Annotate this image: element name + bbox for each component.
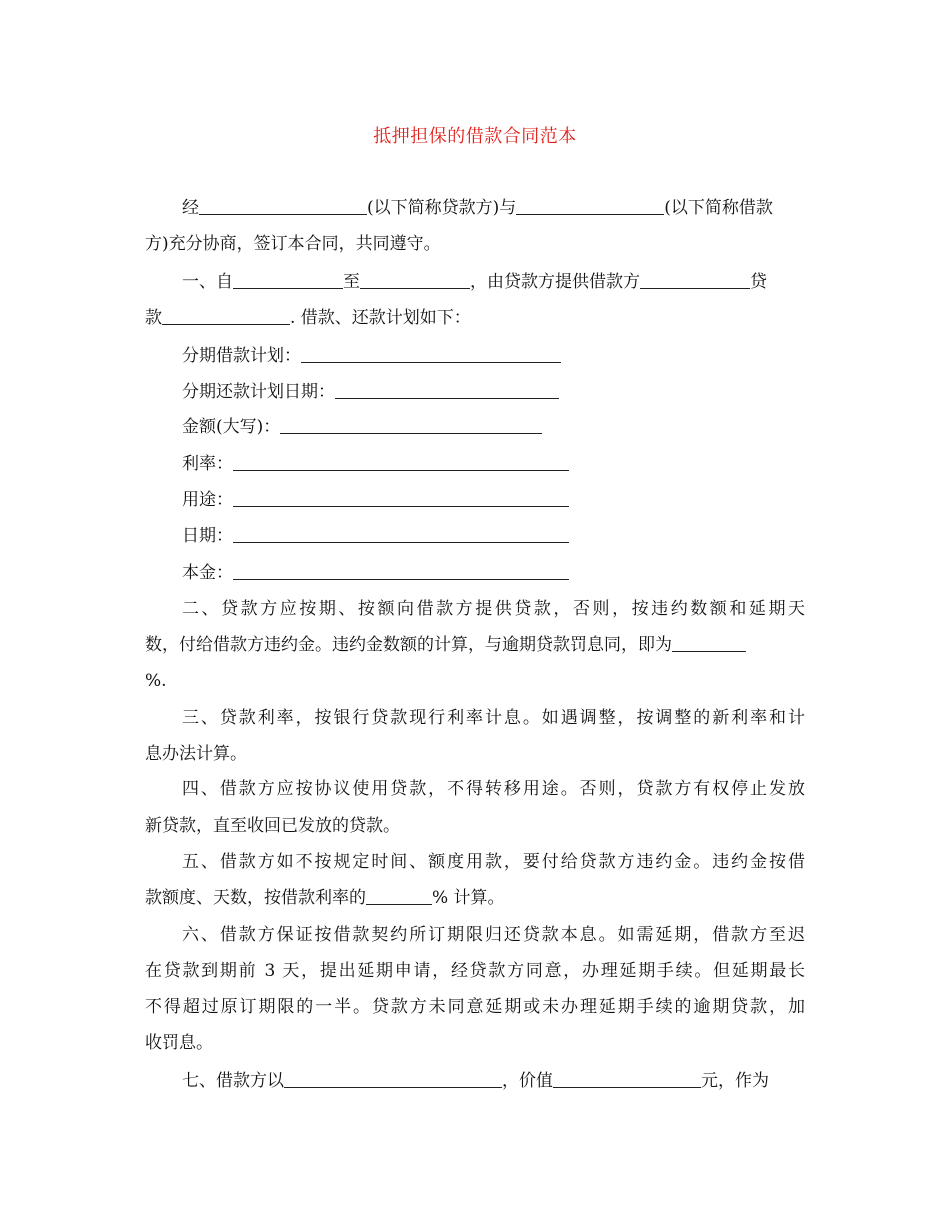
text: 一、自 — [182, 272, 233, 292]
text: 款额度、天数，按借款利率的 — [145, 888, 366, 908]
principal-blank — [233, 561, 569, 580]
repay-date-blank — [335, 380, 559, 399]
lender-blank — [199, 196, 367, 215]
amount-blank — [280, 415, 542, 434]
clause-6-line-3: 不得超过原订期限的一半。贷款方未同意延期或未办理延期手续的逾期贷款，加 — [145, 997, 805, 1017]
rate-blank — [233, 452, 569, 471]
text: 元，作为 — [701, 1071, 769, 1091]
start-date-blank — [233, 270, 343, 289]
text: 至 — [343, 272, 360, 292]
clause-5-line-2 — [145, 886, 805, 910]
clause-6-line-2: 在贷款到期前 3 天，提出延期申请，经贷款方同意，办理延期手续。但延期最长 — [145, 961, 805, 981]
text: % 计算。 — [432, 888, 505, 908]
text: 数，付给借款方违约金。违约金数额的计算，与逾期贷款罚息同，即为 — [145, 635, 672, 655]
label: 分期借款计划： — [182, 346, 301, 366]
label: 分期还款计划日期： — [182, 382, 335, 402]
label: 本金： — [182, 563, 233, 583]
text: 经 — [182, 198, 199, 218]
purpose-field — [182, 488, 805, 512]
clause-1-line-2 — [145, 306, 805, 330]
clause-6-line-4: 收罚息。 — [145, 1033, 213, 1053]
clause-1-line-1 — [182, 270, 805, 294]
text: (以下简称贷款方)与 — [367, 198, 517, 218]
label: 日期： — [182, 526, 233, 546]
label: 金额(大写)： — [182, 417, 281, 437]
date-field — [182, 524, 805, 548]
end-date-blank — [360, 270, 470, 289]
preamble-line-1 — [182, 196, 805, 220]
collateral-blank — [284, 1069, 502, 1088]
principal-field — [182, 561, 805, 585]
clause-3-line-2: 息办法计算。 — [145, 744, 247, 764]
repay-date-field — [182, 380, 805, 404]
text: . 借款、还款计划如下： — [290, 308, 471, 328]
purpose-blank — [233, 488, 569, 507]
borrower-blank — [516, 196, 664, 215]
text: (以下简称借款 — [664, 198, 773, 218]
loan-blank — [162, 306, 290, 325]
clause-4-line-1: 四、借款方应按协议使用贷款，不得转移用途。否则，贷款方有权停止发放 — [182, 779, 805, 799]
document-title: 抵押担保的借款合同范本 — [373, 126, 577, 147]
label: 利率： — [182, 454, 233, 474]
loan-amount-blank — [640, 270, 750, 289]
amount-field — [182, 415, 805, 439]
text: ，由贷款方提供借款方 — [470, 272, 640, 292]
borrow-plan-blank — [301, 344, 561, 363]
clause-4-line-2: 新贷款，直至收回已发放的贷款。 — [145, 816, 400, 836]
collateral-value-blank — [553, 1069, 701, 1088]
clause-5-line-1: 五、借款方如不按规定时间、额度用款，要付给贷款方违约金。违约金按借 — [182, 852, 805, 872]
clause-2-line-2 — [145, 633, 805, 657]
date-blank — [233, 524, 569, 543]
text: 款 — [145, 308, 162, 328]
clause-6-line-1: 六、借款方保证按借款契约所订期限归还贷款本息。如需延期，借款方至迟 — [182, 925, 805, 945]
borrow-plan-field — [182, 344, 805, 368]
text: 贷 — [750, 272, 767, 292]
clause-3-line-1: 三、贷款利率，按银行贷款现行利率计息。如遇调整，按调整的新利率和计 — [182, 708, 805, 728]
clause-7-line-1 — [182, 1069, 805, 1093]
rate-field — [182, 452, 805, 476]
text: 七、借款方以 — [182, 1071, 284, 1091]
clause-2-line-1: 二、贷款方应按期、按额向借款方提供贷款，否则，按违约数额和延期天 — [182, 599, 805, 619]
interest-penalty-blank — [366, 886, 432, 905]
clause-2-line-3: %. — [145, 671, 167, 691]
penalty-rate-blank — [672, 633, 746, 652]
text: ，价值 — [502, 1071, 553, 1091]
label: 用途： — [182, 490, 233, 510]
preamble-line-2: 方)充分协商，签订本合同，共同遵守。 — [145, 234, 441, 254]
